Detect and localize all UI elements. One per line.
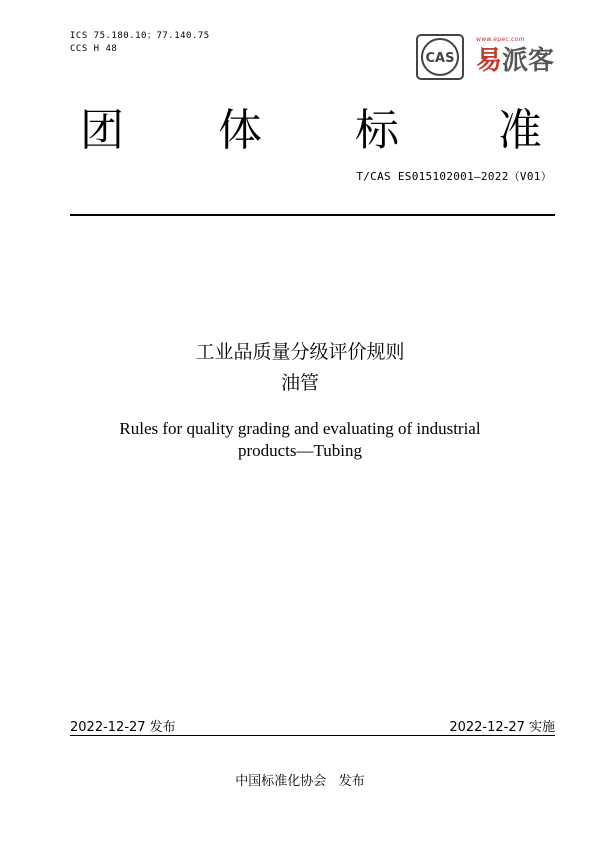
- ics-code: ICS 75.180.10；77.140.75: [70, 31, 210, 41]
- document-title-en: [0, 418, 600, 462]
- cas-seal-icon: [416, 34, 464, 80]
- title-char-2: 体: [218, 105, 262, 156]
- publish-date: 2022-12-27 发布: [70, 720, 176, 735]
- document-title-cn: 工业品质量分级评价规则: [195, 341, 405, 363]
- standard-code: T/CAS ES015102001—2022（V01）: [356, 170, 552, 183]
- cas-mark-text: CAS: [425, 51, 455, 66]
- brand-rest: 派客: [502, 46, 555, 76]
- title-char-1: 团: [80, 105, 124, 156]
- en-title-line-2: products—Tubing: [237, 441, 363, 460]
- brand-logo: [476, 46, 554, 76]
- implement-date: 2022-12-27 实施: [449, 720, 555, 735]
- title-char-4: 准: [498, 105, 542, 156]
- document-subtitle-cn: 油管: [280, 372, 319, 394]
- brand-url: www.epec.com: [476, 36, 525, 43]
- publisher: 中国标准化协会 发布: [235, 774, 365, 789]
- footer-divider: [70, 735, 555, 736]
- brand-first-char: 易: [476, 46, 503, 76]
- en-title-line-1: Rules for quality grading and evaluating of industrial: [119, 419, 481, 438]
- ccs-code: CCS H 48: [70, 44, 118, 54]
- header-divider: [70, 214, 555, 216]
- title-char-3: 标: [355, 105, 399, 156]
- standard-type-title: [70, 104, 555, 158]
